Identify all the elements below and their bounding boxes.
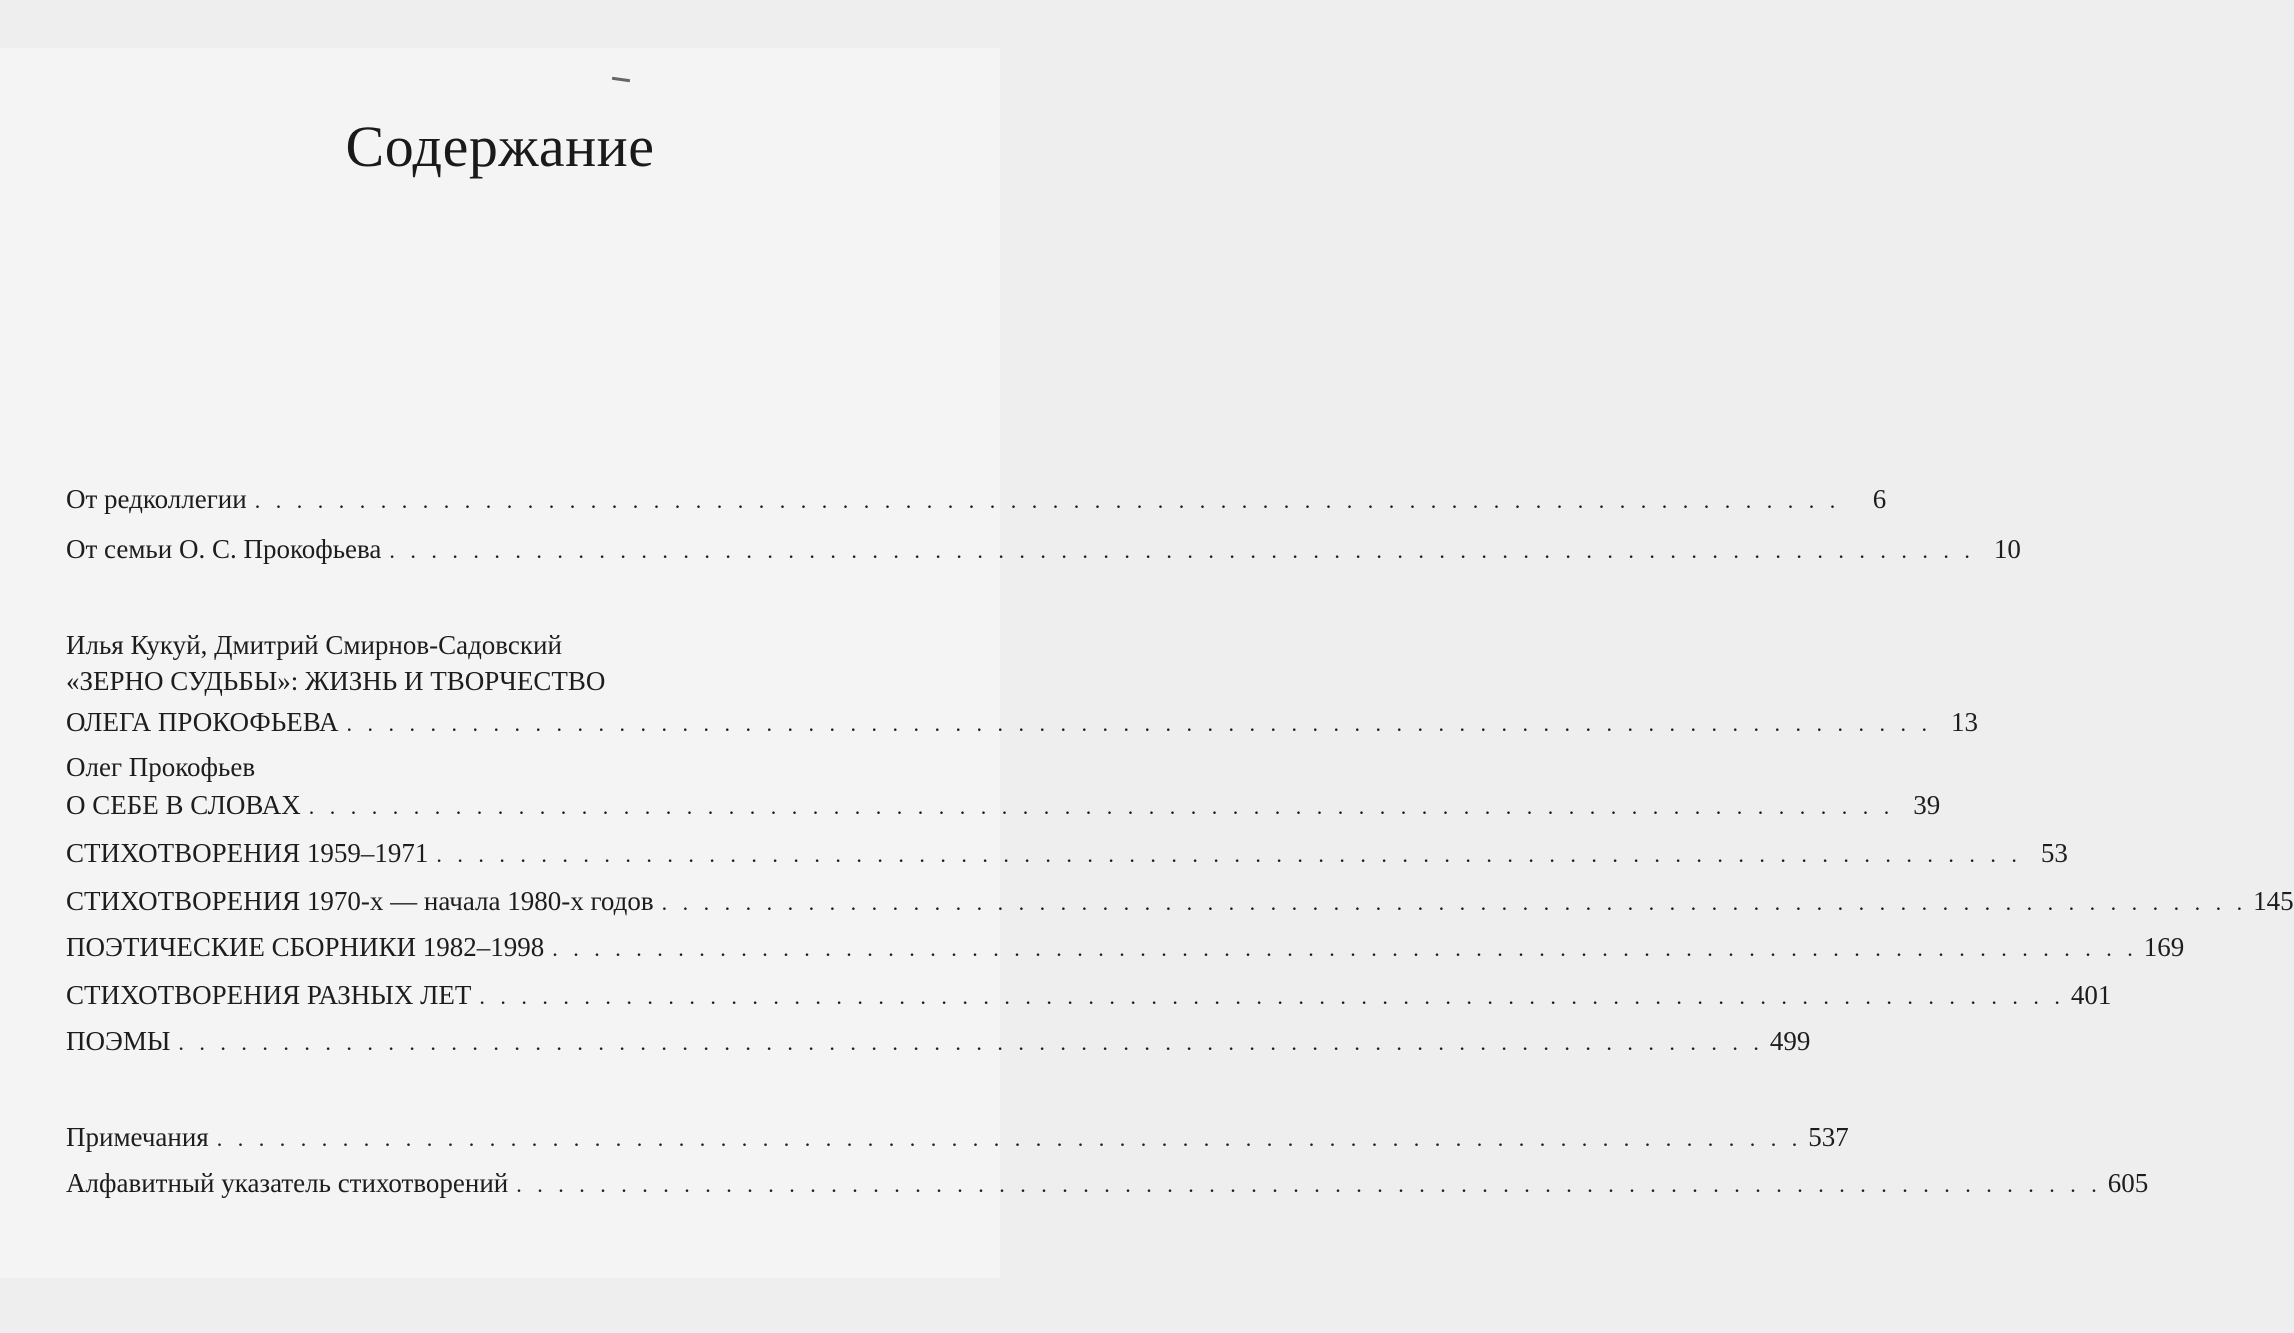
toc-entry-family[interactable] — [66, 530, 2021, 568]
toc-entry-title: От семьи О. С. Прокофьева — [66, 534, 382, 564]
dot-leader: . . . . . . . . . . . . . . . . . . . . . . . . . . . . . . . . . . . . . . . . . . . . . . . . . . . . . . . . . . . . . . . . . . . . . . . . . . . . — [552, 936, 2138, 961]
toc-entry-title: О СЕБЕ В СЛОВАХ — [66, 790, 301, 820]
dot-leader: . . . . . . . . . . . . . . . . . . . . . . . . . . . . . . . . . . . . . . . . . . . . . . . . . . . . . . . . . . . . . . . . . . . . . . . . . . . . — [308, 794, 1895, 819]
dot-leader: . . . . . . . . . . . . . . . . . . . . . . . . . . . . . . . . . . . . . . . . . . . . . . . . . . . . . . . . . . . . . . . . . . . . . . . . . . . . — [389, 538, 1975, 563]
toc-entry-title: Алфавитный указатель стихотворений — [66, 1168, 509, 1198]
toc-entry-poems-1959[interactable] — [66, 834, 2068, 872]
toc-entry-title: ПОЭМЫ — [66, 1026, 171, 1056]
toc-entry-essay[interactable] — [66, 703, 1979, 741]
toc-entry-notes[interactable] — [66, 1118, 1849, 1156]
toc-entry-editorial[interactable] — [66, 480, 1887, 518]
toc-entry-title: СТИХОТВОРЕНИЯ 1970-х — начала 1980-х годов — [66, 886, 654, 916]
page-title: Содержание — [345, 114, 655, 179]
toc-page-number: 145 — [2253, 886, 2294, 916]
dot-leader: . . . . . . . . . . . . . . . . . . . . . . . . . . . . . . . . . . . . . . . . . . . . . . . . . . . . . . . . . . . . . . . . . . . . . . . . . . . . — [436, 842, 2022, 867]
dot-leader: . . . . . . . . . . . . . . . . . . . . . . . . . . . . . . . . . . . . . . . . . . . . . . . . . . . . . . . . . . . . . . . . . . . . . . . . . . . . — [661, 890, 2248, 915]
toc-entry-title: Примечания — [66, 1122, 209, 1152]
toc-page-number: 537 — [1808, 1122, 1849, 1152]
toc-entry-title: СТИХОТВОРЕНИЯ 1959–1971 — [66, 838, 429, 868]
toc-page-number: 499 — [1769, 1026, 1811, 1056]
works-author: Олег Прокофьев — [66, 752, 256, 782]
toc-entry-poems-1970s[interactable] — [66, 882, 2294, 920]
dot-leader: . . . . . . . . . . . . . . . . . . . . . . . . . . . . . . . . . . . . . . . . . . . . . . . . . . . . . . . . . . . . . . . . . . . . . . . . . . . . — [516, 1172, 2102, 1197]
toc-entry-about-self[interactable] — [66, 786, 1941, 824]
essay-title-line-1[interactable]: «ЗЕРНО СУДЬБЫ»: ЖИЗНЬ И ТВОРЧЕСТВО — [66, 666, 606, 696]
toc-page-number: 13 — [1951, 707, 1979, 737]
toc-entry-poems-long[interactable] — [66, 1022, 1811, 1060]
toc-page-number: 53 — [2040, 838, 2068, 868]
toc-entry-various[interactable] — [66, 976, 2112, 1014]
dot-leader: . . . . . . . . . . . . . . . . . . . . . . . . . . . . . . . . . . . . . . . . . . . . . . . . . . . . . . . . . . . . . . . . . . . . . . . . . . . . — [178, 1030, 1764, 1055]
dot-leader: . . . . . . . . . . . . . . . . . . . . . . . . . . . . . . . . . . . . . . . . . . . . . . . . . . . . . . . . . . . . . . . . . . . . . . . . . . . . — [479, 984, 2065, 1009]
toc-entry-title: ПОЭТИЧЕСКИЕ СБОРНИКИ 1982–1998 — [66, 932, 545, 962]
dot-leader: . . . . . . . . . . . . . . . . . . . . . . . . . . . . . . . . . . . . . . . . . . . . . . . . . . . . . . . . . . . . . . . . . . . . . . . . . . . . — [346, 711, 1933, 736]
toc-page-number: 6 — [1872, 484, 1887, 514]
dot-leader: . . . . . . . . . . . . . . . . . . . . . . . . . . . . . . . . . . . . . . . . . . . . . . . . . . . . . . . . . . . . . . . . . . . . . . . . . . . . — [216, 1126, 1803, 1151]
essay-authors: Илья Кукуй, Дмитрий Смирнов-Садовский — [66, 630, 562, 660]
essay-title-line-2: ОЛЕГА ПРОКОФЬЕВА — [66, 707, 339, 737]
toc-entry-title: СТИХОТВОРЕНИЯ РАЗНЫХ ЛЕТ — [66, 980, 472, 1010]
toc-entry-index[interactable] — [66, 1164, 2149, 1202]
toc-entry-title: От редколлегии — [66, 484, 247, 514]
toc-entry-collections[interactable] — [66, 928, 2185, 966]
toc-page-number: 401 — [2070, 980, 2112, 1010]
dot-leader: . . . . . . . . . . . . . . . . . . . . . . . . . . . . . . . . . . . . . . . . . . . . . . . . . . . . . . . . . . . . . . . . . . . . . . . . . . . . — [254, 488, 1841, 513]
toc-page-number: 605 — [2107, 1168, 2149, 1198]
toc-page-number: 10 — [1993, 534, 2021, 564]
toc-page-number: 169 — [2143, 932, 2185, 962]
toc-page-number: 39 — [1913, 790, 1941, 820]
